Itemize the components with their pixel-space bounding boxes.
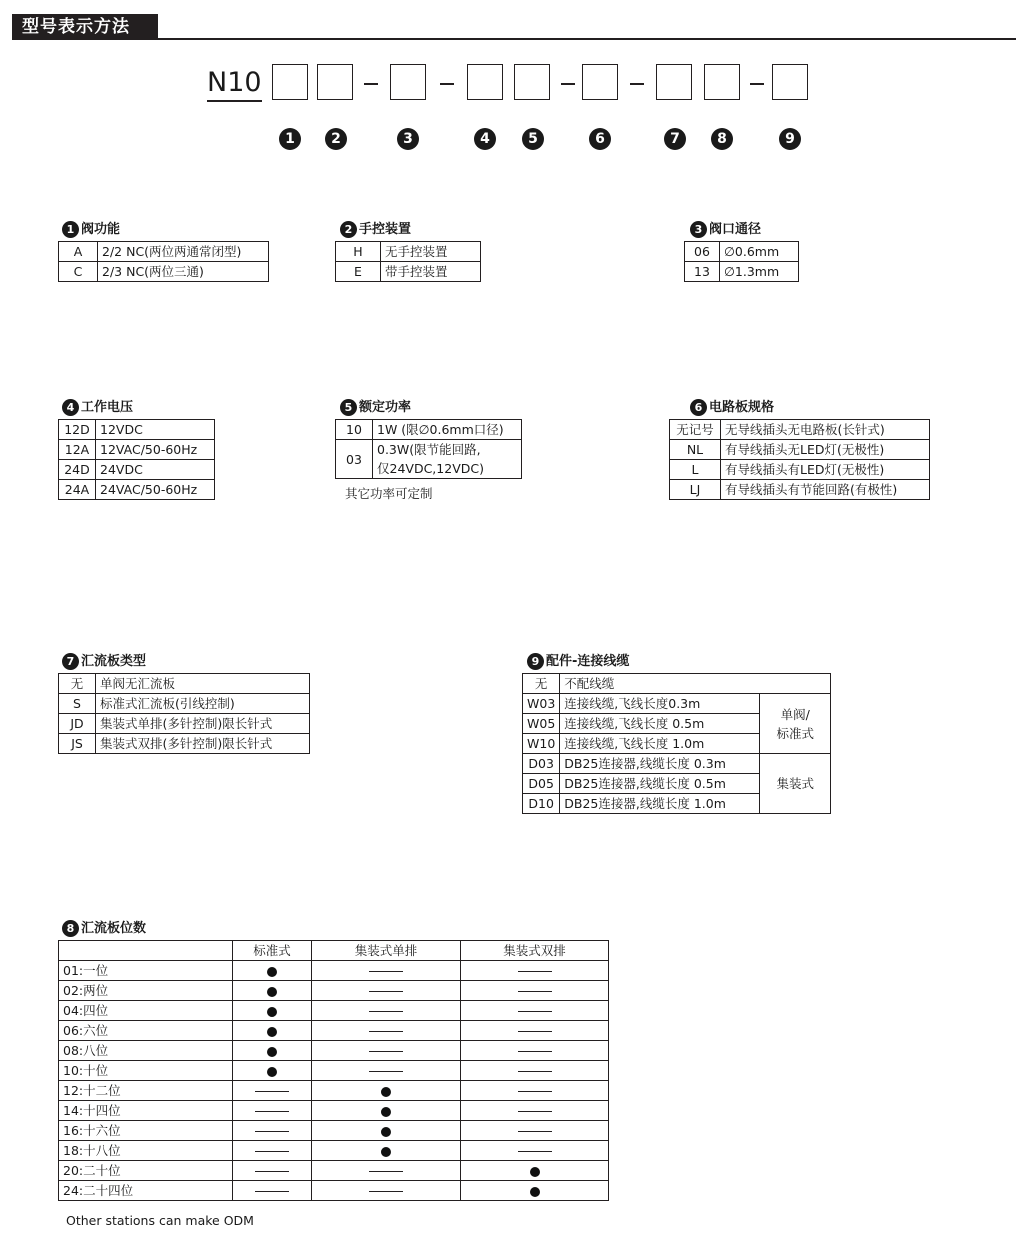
desc-cell: 集装式单排(多针控制)限长针式 xyxy=(96,714,310,734)
code-box-7 xyxy=(656,64,692,100)
availability-cell xyxy=(461,1181,609,1201)
section-title: 汇流板位数 xyxy=(81,920,147,936)
table-row xyxy=(59,714,310,734)
section-number: 8 xyxy=(62,920,79,937)
section-number: 3 xyxy=(690,221,707,238)
table-row xyxy=(336,440,522,479)
table-header-row xyxy=(59,941,609,961)
column-header: 标准式 xyxy=(233,941,312,961)
manifold-stations-table xyxy=(58,940,609,1201)
desc-cell: 标准式汇流板(引线控制) xyxy=(96,694,310,714)
section-heading-manifold-stations xyxy=(62,920,146,937)
desc-cell: 24VAC/50-60Hz xyxy=(96,480,215,500)
section-number: 9 xyxy=(527,653,544,670)
desc-cell: 有导线插头有LED灯(无极性) xyxy=(721,460,930,480)
station-label: 24:二十四位 xyxy=(59,1181,233,1201)
header-rule xyxy=(158,38,1016,40)
code-cell: LJ xyxy=(670,480,721,500)
group-cell-single-standard xyxy=(760,694,831,754)
available-dot-icon xyxy=(267,967,277,977)
code-box-2 xyxy=(317,64,353,100)
table-row xyxy=(59,480,215,500)
available-dot-icon xyxy=(530,1187,540,1197)
station-label: 02:两位 xyxy=(59,981,233,1001)
table-row xyxy=(59,1081,609,1101)
table-row xyxy=(685,242,799,262)
code-cell: 06 xyxy=(685,242,720,262)
unavailable-dash-icon xyxy=(369,1031,403,1032)
station-label: 01:一位 xyxy=(59,961,233,981)
code-box-5 xyxy=(514,64,550,100)
code-cell: W10 xyxy=(523,734,560,754)
voltage-table xyxy=(58,419,215,500)
availability-cell xyxy=(461,1101,609,1121)
code-cell: NL xyxy=(670,440,721,460)
table-row xyxy=(59,1041,609,1061)
section-heading-orifice-diameter xyxy=(690,221,761,238)
desc-cell: 1W (限∅0.6mm口径) xyxy=(373,420,522,440)
unavailable-dash-icon xyxy=(518,1031,552,1032)
rated-power-table xyxy=(335,419,522,479)
availability-cell xyxy=(233,1061,312,1081)
availability-cell xyxy=(233,981,312,1001)
code-dash xyxy=(750,83,764,85)
unavailable-dash-icon xyxy=(255,1191,289,1192)
station-label: 20:二十位 xyxy=(59,1161,233,1181)
code-box-9 xyxy=(772,64,808,100)
code-box-1 xyxy=(272,64,308,100)
available-dot-icon xyxy=(267,1007,277,1017)
code-cell: 无 xyxy=(59,674,96,694)
table-row xyxy=(336,420,522,440)
desc-cell xyxy=(373,440,522,479)
availability-cell xyxy=(461,961,609,981)
code-cell: D05 xyxy=(523,774,560,794)
code-dash xyxy=(440,83,454,85)
desc-line: 0.3W(限节能回路, xyxy=(377,442,481,457)
table-row xyxy=(59,420,215,440)
table-row xyxy=(59,440,215,460)
code-cell: E xyxy=(336,262,381,282)
availability-cell xyxy=(461,1081,609,1101)
available-dot-icon xyxy=(267,1027,277,1037)
section-title: 手控装置 xyxy=(359,221,412,237)
model-prefix: N10 xyxy=(207,66,262,102)
code-box-8 xyxy=(704,64,740,100)
manual-override-table xyxy=(335,241,481,282)
available-dot-icon xyxy=(381,1107,391,1117)
section-heading-cable-accessory xyxy=(527,653,629,670)
table-row xyxy=(59,262,269,282)
station-label: 16:十六位 xyxy=(59,1121,233,1141)
section-number: 4 xyxy=(62,399,79,416)
availability-cell xyxy=(312,1181,461,1201)
available-dot-icon xyxy=(267,1047,277,1057)
availability-cell xyxy=(461,1121,609,1141)
code-box-4 xyxy=(467,64,503,100)
unavailable-dash-icon xyxy=(518,1051,552,1052)
unavailable-dash-icon xyxy=(518,1111,552,1112)
section-number: 1 xyxy=(62,221,79,238)
available-dot-icon xyxy=(267,1067,277,1077)
available-dot-icon xyxy=(267,987,277,997)
code-dash xyxy=(364,83,378,85)
available-dot-icon xyxy=(381,1147,391,1157)
availability-cell xyxy=(461,1021,609,1041)
unavailable-dash-icon xyxy=(369,1191,403,1192)
code-cell: 13 xyxy=(685,262,720,282)
group-label: 单阀/ xyxy=(780,706,810,722)
desc-cell: 单阀无汇流板 xyxy=(96,674,310,694)
unavailable-dash-icon xyxy=(518,991,552,992)
code-box-6 xyxy=(582,64,618,100)
code-cell: 无记号 xyxy=(670,420,721,440)
desc-cell: 连接线缆,飞线长度0.3m xyxy=(560,694,760,714)
table-row xyxy=(59,694,310,714)
section-title: 阀功能 xyxy=(81,221,121,237)
unavailable-dash-icon xyxy=(369,1051,403,1052)
station-label: 08:八位 xyxy=(59,1041,233,1061)
unavailable-dash-icon xyxy=(255,1151,289,1152)
availability-cell xyxy=(233,961,312,981)
desc-cell: 带手控装置 xyxy=(381,262,481,282)
code-cell: W05 xyxy=(523,714,560,734)
availability-cell xyxy=(461,981,609,1001)
desc-line: 仅24VDC,12VDC) xyxy=(377,461,484,476)
code-number-1: 1 xyxy=(279,128,301,150)
unavailable-dash-icon xyxy=(255,1111,289,1112)
table-row xyxy=(59,242,269,262)
station-label: 14:十四位 xyxy=(59,1101,233,1121)
section-heading-manifold-type xyxy=(62,653,146,670)
availability-cell xyxy=(233,1121,312,1141)
unavailable-dash-icon xyxy=(518,1151,552,1152)
unavailable-dash-icon xyxy=(369,971,403,972)
code-number-3: 3 xyxy=(397,128,419,150)
manifold-type-table xyxy=(58,673,310,754)
availability-cell xyxy=(312,961,461,981)
code-cell: D10 xyxy=(523,794,560,814)
section-heading-valve-function xyxy=(62,221,120,238)
desc-cell: 连接线缆,飞线长度 0.5m xyxy=(560,714,760,734)
code-box-3 xyxy=(390,64,426,100)
table-row xyxy=(59,1061,609,1081)
section-number: 7 xyxy=(62,653,79,670)
station-label: 04:四位 xyxy=(59,1001,233,1021)
table-row xyxy=(59,1001,609,1021)
desc-cell: 2/2 NC(两位两通常闭型) xyxy=(98,242,269,262)
code-number-5: 5 xyxy=(522,128,544,150)
column-header: 集装式单排 xyxy=(312,941,461,961)
table-row xyxy=(523,674,831,694)
availability-cell xyxy=(233,1001,312,1021)
table-row xyxy=(685,262,799,282)
code-cell: 24D xyxy=(59,460,96,480)
section-heading-voltage xyxy=(62,399,133,416)
code-number-9: 9 xyxy=(779,128,801,150)
group-label: 标准式 xyxy=(776,725,815,741)
desc-cell: 连接线缆,飞线长度 1.0m xyxy=(560,734,760,754)
table-row xyxy=(670,480,930,500)
table-row xyxy=(670,440,930,460)
table-row xyxy=(336,242,481,262)
availability-cell xyxy=(233,1101,312,1121)
unavailable-dash-icon xyxy=(255,1091,289,1092)
code-cell: L xyxy=(670,460,721,480)
rated-power-note: 其它功率可定制 xyxy=(345,486,433,501)
section-title: 汇流板类型 xyxy=(81,653,147,669)
table-row xyxy=(59,1161,609,1181)
code-cell: 03 xyxy=(336,440,373,479)
code-cell: 10 xyxy=(336,420,373,440)
desc-cell: DB25连接器,线缆长度 1.0m xyxy=(560,794,760,814)
available-dot-icon xyxy=(381,1087,391,1097)
unavailable-dash-icon xyxy=(255,1131,289,1132)
circuit-board-table xyxy=(669,419,930,500)
code-cell: JS xyxy=(59,734,96,754)
availability-cell xyxy=(461,1061,609,1081)
code-cell: H xyxy=(336,242,381,262)
code-cell: C xyxy=(59,262,98,282)
availability-cell xyxy=(233,1041,312,1061)
code-dash xyxy=(561,83,575,85)
section-number: 2 xyxy=(340,221,357,238)
unavailable-dash-icon xyxy=(369,1171,403,1172)
unavailable-dash-icon xyxy=(518,1011,552,1012)
section-number: 6 xyxy=(690,399,707,416)
code-number-8: 8 xyxy=(711,128,733,150)
table-row xyxy=(59,1101,609,1121)
section-heading-rated-power xyxy=(340,399,411,416)
code-number-2: 2 xyxy=(325,128,347,150)
availability-cell xyxy=(312,1001,461,1021)
section-title: 工作电压 xyxy=(81,399,134,415)
table-row xyxy=(59,1021,609,1041)
station-label: 06:六位 xyxy=(59,1021,233,1041)
table-row xyxy=(59,1141,609,1161)
available-dot-icon xyxy=(530,1167,540,1177)
section-title: 电路板规格 xyxy=(709,399,775,415)
table-row xyxy=(59,1181,609,1201)
code-cell: W03 xyxy=(523,694,560,714)
table-row xyxy=(670,460,930,480)
valve-function-table xyxy=(58,241,269,282)
group-cell-manifold: 集装式 xyxy=(760,754,831,814)
section-title: 阀口通径 xyxy=(709,221,762,237)
stations-note: Other stations can make ODM xyxy=(66,1213,254,1228)
column-header: 集装式双排 xyxy=(461,941,609,961)
table-row xyxy=(523,694,831,714)
code-cell: S xyxy=(59,694,96,714)
header-blank xyxy=(59,941,233,961)
table-row xyxy=(336,262,481,282)
availability-cell xyxy=(233,1081,312,1101)
availability-cell xyxy=(312,1141,461,1161)
table-row xyxy=(59,981,609,1001)
section-title: 配件-连接线缆 xyxy=(546,653,630,669)
unavailable-dash-icon xyxy=(369,1071,403,1072)
station-label: 10:十位 xyxy=(59,1061,233,1081)
availability-cell xyxy=(233,1161,312,1181)
availability-cell xyxy=(312,981,461,1001)
table-row xyxy=(59,734,310,754)
table-row xyxy=(523,754,831,774)
unavailable-dash-icon xyxy=(255,1171,289,1172)
unavailable-dash-icon xyxy=(518,1091,552,1092)
table-row xyxy=(59,961,609,981)
section-number: 5 xyxy=(340,399,357,416)
availability-cell xyxy=(233,1021,312,1041)
code-cell: A xyxy=(59,242,98,262)
code-cell: 12A xyxy=(59,440,96,460)
availability-cell xyxy=(312,1101,461,1121)
table-row xyxy=(59,460,215,480)
availability-cell xyxy=(461,1041,609,1061)
desc-cell: 有导线插头无LED灯(无极性) xyxy=(721,440,930,460)
code-number-7: 7 xyxy=(664,128,686,150)
code-cell: 无 xyxy=(523,674,560,694)
code-dash xyxy=(630,83,644,85)
availability-cell xyxy=(312,1021,461,1041)
code-cell: 12D xyxy=(59,420,96,440)
desc-cell: 2/3 NC(两位三通) xyxy=(98,262,269,282)
availability-cell xyxy=(312,1041,461,1061)
availability-cell xyxy=(461,1161,609,1181)
code-cell: D03 xyxy=(523,754,560,774)
code-cell: JD xyxy=(59,714,96,734)
availability-cell xyxy=(233,1181,312,1201)
table-row xyxy=(59,1121,609,1141)
code-number-6: 6 xyxy=(589,128,611,150)
desc-cell: 不配线缆 xyxy=(560,674,831,694)
unavailable-dash-icon xyxy=(369,991,403,992)
unavailable-dash-icon xyxy=(518,1131,552,1132)
table-row xyxy=(670,420,930,440)
section-title: 额定功率 xyxy=(359,399,412,415)
availability-cell xyxy=(461,1001,609,1021)
orifice-diameter-table xyxy=(684,241,799,282)
desc-cell: 无导线插头无电路板(长针式) xyxy=(721,420,930,440)
desc-cell: 集装式双排(多针控制)限长针式 xyxy=(96,734,310,754)
availability-cell xyxy=(312,1081,461,1101)
station-label: 18:十八位 xyxy=(59,1141,233,1161)
desc-cell: 24VDC xyxy=(96,460,215,480)
section-heading-manual-override xyxy=(340,221,411,238)
desc-cell: DB25连接器,线缆长度 0.5m xyxy=(560,774,760,794)
availability-cell xyxy=(233,1141,312,1161)
desc-cell: 无手控装置 xyxy=(381,242,481,262)
code-cell: 24A xyxy=(59,480,96,500)
station-label: 12:十二位 xyxy=(59,1081,233,1101)
desc-cell: ∅0.6mm xyxy=(720,242,799,262)
desc-cell: 有导线插头有节能回路(有极性) xyxy=(721,480,930,500)
cable-accessory-table xyxy=(522,673,831,814)
desc-cell: DB25连接器,线缆长度 0.3m xyxy=(560,754,760,774)
unavailable-dash-icon xyxy=(369,1011,403,1012)
code-number-4: 4 xyxy=(474,128,496,150)
page-title: 型号表示方法 xyxy=(22,17,130,37)
availability-cell xyxy=(312,1161,461,1181)
unavailable-dash-icon xyxy=(518,1071,552,1072)
table-row xyxy=(59,674,310,694)
unavailable-dash-icon xyxy=(518,971,552,972)
section-heading-circuit-board xyxy=(690,399,774,416)
desc-cell: 12VDC xyxy=(96,420,215,440)
desc-cell: 12VAC/50-60Hz xyxy=(96,440,215,460)
available-dot-icon xyxy=(381,1127,391,1137)
availability-cell xyxy=(312,1121,461,1141)
desc-cell: ∅1.3mm xyxy=(720,262,799,282)
availability-cell xyxy=(461,1141,609,1161)
availability-cell xyxy=(312,1061,461,1081)
